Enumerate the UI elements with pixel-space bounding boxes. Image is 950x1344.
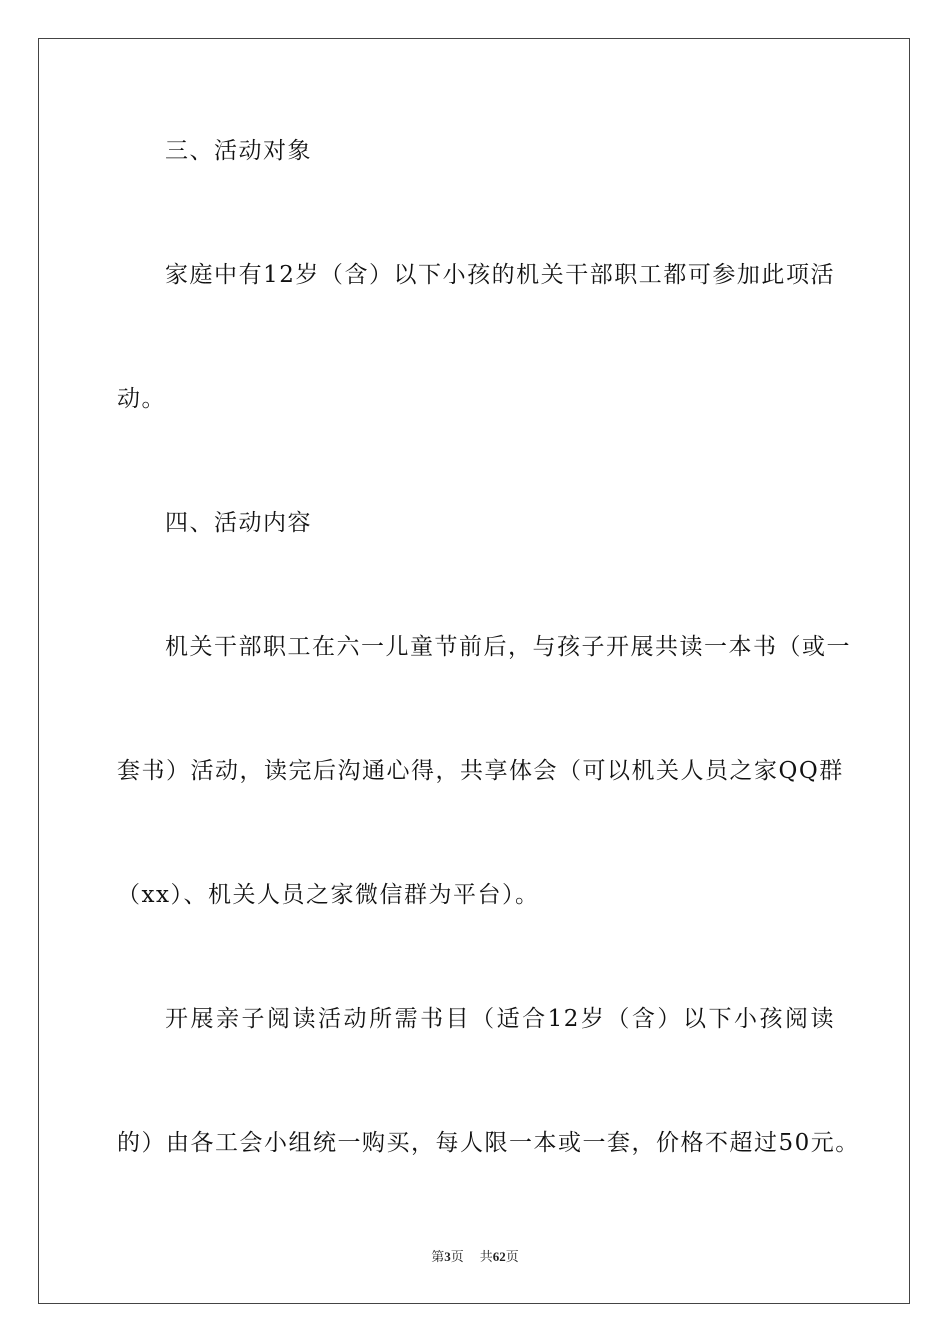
body-line: 四、活动内容	[165, 510, 312, 536]
total-prefix: 共	[479, 1249, 493, 1264]
body-line: 动。	[117, 386, 166, 412]
page-border	[38, 38, 910, 1304]
page-footer	[0, 1246, 950, 1265]
page-prefix: 第	[431, 1249, 445, 1264]
body-line: 套书）活动，读完后沟通心得，共享体会（可以机关人员之家QQ群	[117, 758, 844, 784]
body-line: 三、活动对象	[165, 138, 312, 164]
body-line: 机关干部职工在六一儿童节前后，与孩子开展共读一本书（或一	[165, 634, 851, 660]
body-line: 的）由各工会小组统一购买，每人限一本或一套，价格不超过50元。	[117, 1130, 860, 1156]
total-suffix: 页	[505, 1249, 519, 1264]
page-number: 3	[444, 1249, 451, 1264]
page-suffix: 页	[450, 1249, 464, 1264]
total-pages: 62	[492, 1249, 506, 1264]
body-line: 开展亲子阅读活动所需书目（适合12岁（含）以下小孩阅读	[165, 1006, 835, 1032]
body-line: 家庭中有12岁（含）以下小孩的机关干部职工都可参加此项活	[165, 262, 835, 288]
body-line: （xx）、机关人员之家微信群为平台）。	[117, 882, 540, 908]
